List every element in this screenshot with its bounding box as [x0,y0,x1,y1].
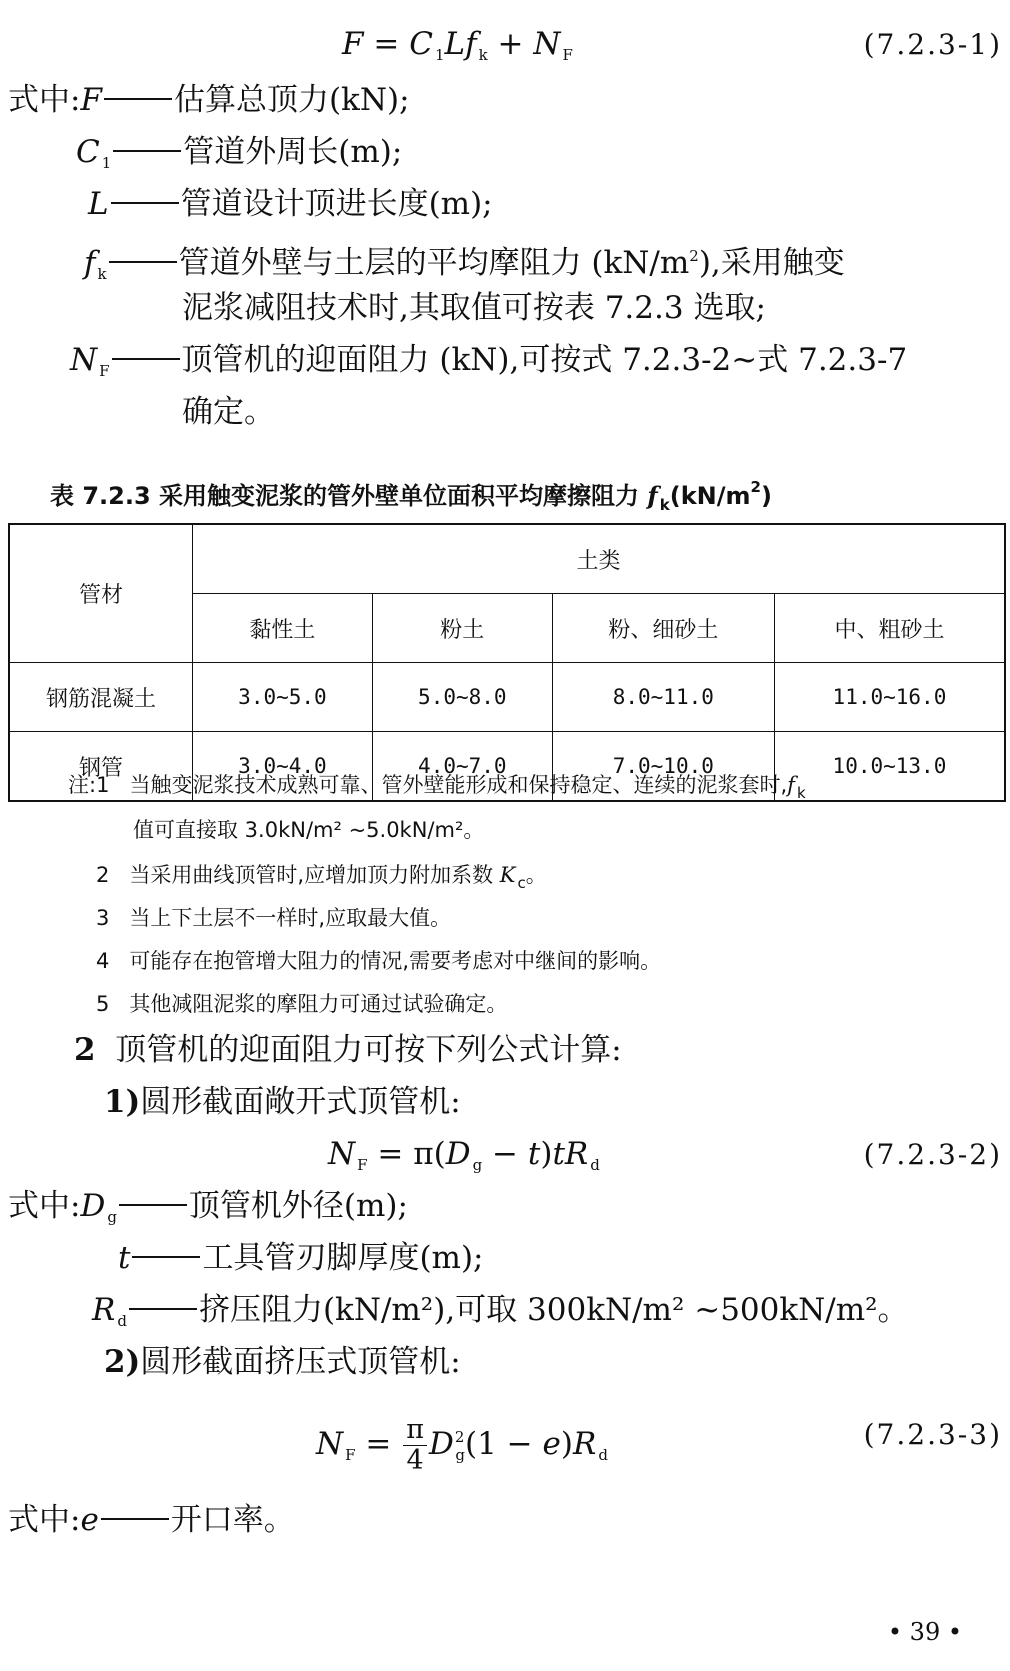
dash [129,1308,197,1310]
dash [113,150,181,152]
definition-C1 [76,132,402,183]
material-cell: 钢筋混凝土 [9,663,193,732]
item-2 [74,1030,622,1070]
equation-number: (7.2.3-2) [863,1138,1002,1171]
definition-L [88,184,493,224]
item-number: 2 [74,1032,96,1068]
note-symbol: K [499,863,516,887]
def-symbol: N [70,342,98,378]
def-subscript: F [99,362,110,380]
note-5 [96,989,507,1019]
note-label: 3 [96,906,110,930]
def-subscript: d [117,1312,127,1330]
def-symbol: F [80,82,102,118]
fraction-numerator: π [403,1415,427,1446]
eq-symbol: L [444,26,466,62]
note-label: 2 [96,863,110,887]
eq-subscript: d [598,1446,608,1464]
def-superscript: 2 [689,247,699,265]
note-text: 当触变泥浆技术成熟可靠、管外壁能形成和保持稳定、连续的泥浆套时, [129,773,788,797]
sub-item-label: 2) [104,1344,141,1380]
eq-subscript: g [472,1156,483,1174]
value-cell: 4.0~7.0 [372,732,552,802]
dash [132,1256,200,1258]
caption-symbol: f [647,481,658,510]
header-material: 管材 [9,524,193,663]
eq-symbol: N [533,26,561,62]
definition-t [118,1238,484,1278]
friction-table [8,523,1006,802]
def-text: 开口率。 [170,1502,295,1538]
def-text: 工具管刃脚厚度(m); [202,1240,484,1276]
table-caption [50,476,772,514]
note-subscript: k [796,784,806,802]
sub-item-text: 圆形截面挤压式顶管机: [140,1344,461,1380]
sub-item-2 [104,1342,461,1382]
def-symbol: L [88,186,109,222]
def-symbol: R [92,1292,116,1328]
sub-item-1 [104,1082,461,1122]
note-1 [68,770,806,808]
note-symbol: f [787,773,795,797]
note-text: 当上下土层不一样时,应取最大值。 [129,906,452,930]
soil-type: 粉土 [372,594,552,663]
def-prefix: 式中: [8,82,81,118]
caption-text: 表 7.2.3 采用触变泥浆的管外壁单位面积平均摩擦阻力 [50,482,640,510]
eq-subscript: F [357,1156,368,1174]
item-text: 顶管机的迎面阻力可按下列公式计算: [115,1032,622,1068]
sub-item-label: 1) [104,1084,141,1120]
note-text: 当采用曲线顶管时,应增加顶力附加系数 [129,863,500,887]
eq-subscript: 1 [434,46,445,64]
def-prefix: 式中: [8,1502,81,1538]
definition-F [8,80,410,120]
value-cell: 8.0~11.0 [552,663,774,732]
def-text: 挤压阻力(kN/m²),可取 300kN/m² ~500kN/m²。 [198,1292,909,1328]
dash [112,358,180,360]
dash [109,261,177,263]
eq-symbol: F [342,26,364,62]
def-text: 管道外壁与土层的平均摩阻力 (kN/m [178,245,690,281]
definition-NF [70,340,907,391]
table-header-row [9,524,1005,594]
note-1-continued: 值可直接取 3.0kN/m² ~5.0kN/m²。 [133,818,485,842]
eq-symbol: D [445,1136,471,1172]
header-soil: 土类 [193,524,1006,594]
note-text: 其他减阻泥浆的摩阻力可通过试验确定。 [129,992,508,1016]
note-2 [96,860,547,898]
caption-end: ) [760,482,772,510]
note-label: 注:1 [68,773,110,797]
eq-symbol: f [465,26,477,62]
note-4 [96,946,661,976]
eq-symbol: D [428,1426,454,1462]
value-cell: 7.0~10.0 [552,732,774,802]
eq-subscript: g [455,1446,465,1464]
note-label: 4 [96,949,110,973]
caption-superscript: 2 [750,478,761,496]
soil-type: 黏性土 [193,594,373,663]
def-subscript: k [97,265,107,283]
def-subscript: g [107,1208,117,1226]
def-symbol: C [76,134,100,170]
definition-e [8,1500,295,1540]
value-cell: 11.0~16.0 [774,663,1005,732]
equation-7-2-3-1: F = C $_1$Lf $_k$ + N $_F$ [342,26,573,64]
def-text: 估算总顶力(kN); [173,82,410,118]
def-subscript: 1 [101,154,112,172]
dash [104,98,172,100]
eq-symbol: tR [552,1136,589,1172]
def-text: 管道设计顶进长度(m); [180,186,493,222]
definition-Dg [8,1186,408,1237]
eq-symbol: e [542,1426,561,1462]
dash [111,202,179,204]
eq-symbol: N [316,1426,344,1462]
fraction [403,1415,427,1476]
def-text: ),采用触变 [698,245,845,281]
soil-type: 中、粗砂土 [774,594,1005,663]
note-3 [96,903,451,933]
equation-number: (7.2.3-3) [863,1418,1002,1451]
note-end: 。 [525,863,547,887]
equation-7-2-3-3: N $_F$ = $\frac{\pi}{4}$ $D^2_g(1 - e)R$ $_d$ [316,1414,608,1476]
def-symbol: D [80,1188,106,1224]
value-cell: 5.0~8.0 [372,663,552,732]
def-symbol: f [84,245,96,281]
dash [119,1204,187,1206]
dash [101,1518,169,1520]
eq-symbol: t [527,1136,541,1172]
table-row [9,663,1005,732]
value-cell: 3.0~5.0 [193,663,373,732]
eq-superscript: 2 [454,1428,465,1446]
def-text: 顶管机的迎面阻力 (kN),可按式 7.2.3-2~式 7.2.3-7 [181,342,908,378]
def-text: 管道外周长(m); [183,134,403,170]
eq-symbol: C [409,26,433,62]
eq-subscript: d [590,1156,600,1174]
value-cell: 10.0~13.0 [774,732,1005,802]
equation-number: (7.2.3-1) [863,28,1002,61]
note-text: 可能存在抱管增大阻力的情况,需要考虑对中继间的影响。 [129,949,662,973]
eq-symbol: R [572,1426,597,1462]
equation-7-2-3-2: N $_F$ = π(D $_g$ − t)tR $_d$ [328,1136,600,1174]
def-prefix: 式中: [8,1188,81,1224]
def-symbol: e [80,1502,99,1538]
eq-subscript: k [478,46,488,64]
note-subscript: c [517,874,526,892]
def-symbol: t [118,1240,131,1276]
sub-item-text: 圆形截面敞开式顶管机: [140,1084,461,1120]
material-cell: 钢管 [9,732,193,802]
definition-fk-continued: 泥浆减阻技术时,其取值可按表 7.2.3 选取; [182,290,766,326]
definition-NF-continued: 确定。 [182,394,275,430]
page-number: • 39 • [887,1618,962,1646]
caption-unit: (kN/m [669,482,751,510]
eq-subscript: F [562,46,573,64]
caption-subscript: k [659,496,670,514]
definition-fk [84,236,845,294]
soil-type: 粉、细砂土 [552,594,774,663]
eq-subscript: F [345,1446,356,1464]
note-label: 5 [96,992,110,1016]
fraction-denominator: 4 [406,1445,424,1476]
eq-symbol: N [328,1136,356,1172]
definition-Rd [92,1290,909,1341]
value-cell: 3.0~4.0 [193,732,373,802]
def-text: 顶管机外径(m); [188,1188,408,1224]
